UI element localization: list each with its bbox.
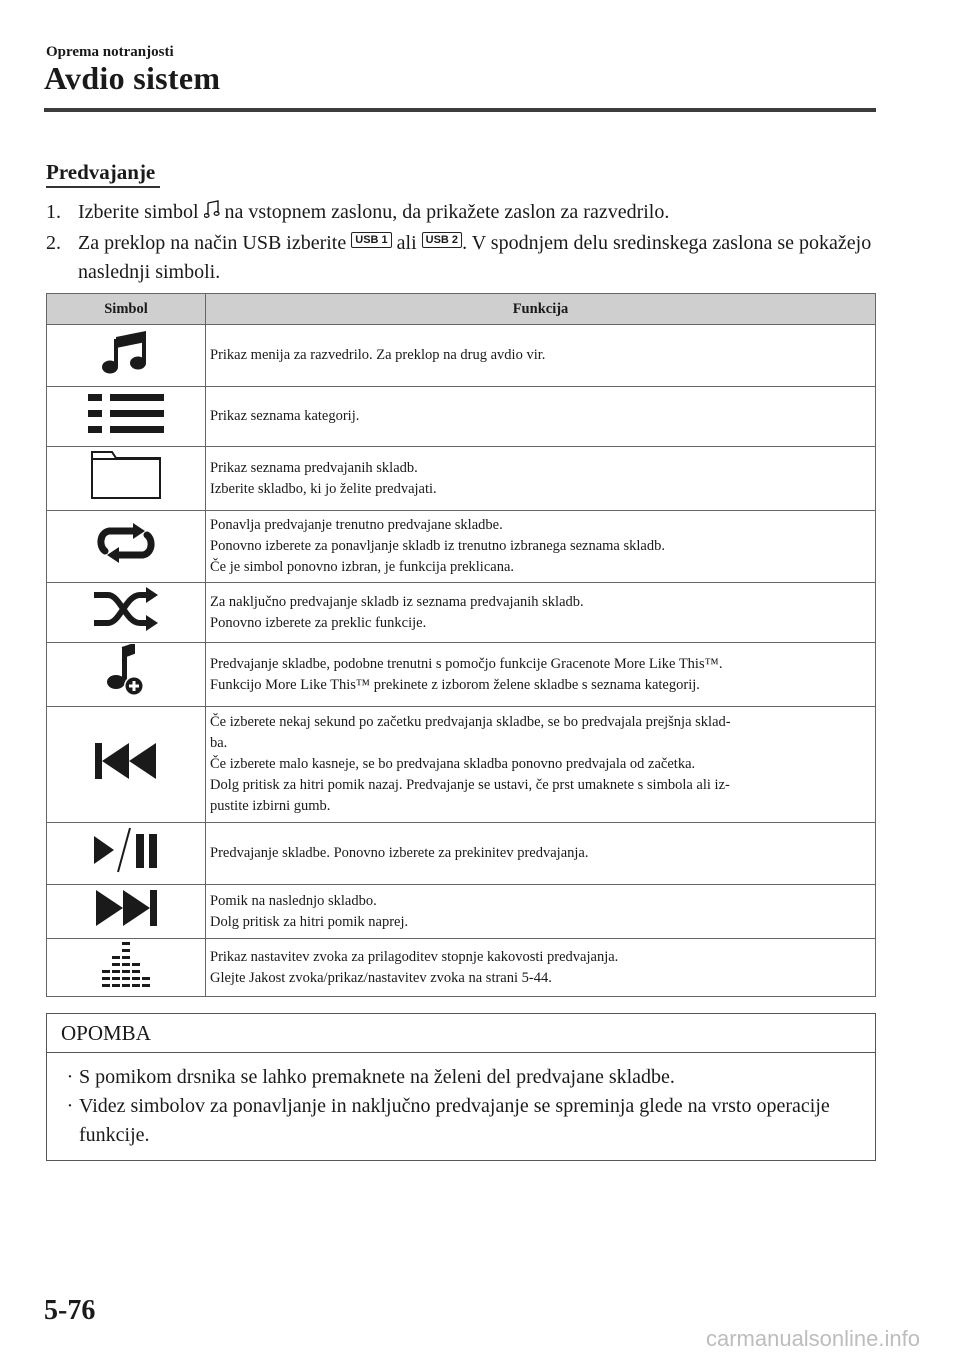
note-box [46, 1013, 876, 1161]
description-cell [206, 939, 876, 997]
music-note-icon [204, 200, 220, 229]
description-line: Predvajanje skladbe. Ponovno izberete za prekinitev predvajanja. [210, 845, 589, 861]
step-text-part: . V spodnjem delu sredinskega zaslona se pokažejo naslednji simboli. [78, 232, 872, 283]
description-cell [206, 447, 876, 511]
description-line: Prikaz seznama kategorij. [210, 408, 360, 424]
list-icon[interactable] [86, 390, 166, 436]
repeat-icon[interactable] [93, 521, 159, 565]
usb1-button[interactable]: USB 1 [351, 232, 391, 248]
previous-track-icon[interactable] [93, 741, 159, 781]
table-header-row [47, 294, 876, 325]
folder-icon[interactable] [90, 450, 162, 500]
description-line: Prikaz nastavitev zvoka za prilagoditev stopnje kakovosti predvajanja. [210, 948, 619, 965]
step-text-part: na vstopnem zaslonu, da prikažete zaslon za razvedrilo. [224, 201, 670, 223]
note-item-text: Videz simbolov za ponavljanje in naključno predvajanje se spreminja glede na vrsto operacije funkcije. [79, 1095, 830, 1146]
note-item [61, 1092, 861, 1150]
description-cell [206, 823, 876, 885]
table-row [47, 939, 876, 997]
description-line: Če izberete nekaj sekund po začetku predvajanja skladbe, se bo predvajala prejšnja sklad- [210, 714, 731, 730]
step-number: 1. [46, 201, 61, 223]
column-header-function: Funkcija [206, 294, 876, 325]
subheading: Predvajanje [46, 160, 156, 184]
table-row [47, 387, 876, 447]
description-line: Ponavlja predvajanje trenutno predvajane skladbe. [210, 517, 503, 533]
note-item [61, 1063, 861, 1092]
icon-cell [47, 823, 206, 885]
description-line: Če je simbol ponovno izbran, je funkcija preklicana. [210, 559, 515, 575]
music-note-icon[interactable] [100, 329, 152, 375]
bullet-dot: · [66, 1095, 74, 1117]
description-line: Ponovno izberete za ponavljanje skladb iz trenutno izbranega seznama skladb. [210, 538, 665, 554]
table-row [47, 885, 876, 939]
table-row [47, 583, 876, 643]
step-2 [46, 229, 876, 287]
step-text [78, 229, 876, 287]
icon-cell [47, 885, 206, 939]
table-row [47, 325, 876, 387]
description-line: ba. [210, 735, 228, 751]
usb2-button[interactable]: USB 2 [422, 232, 462, 248]
table-row [47, 707, 876, 823]
description-line: Dolg pritisk za hitri pomik naprej. [210, 913, 409, 930]
description-cell [206, 511, 876, 583]
icon-cell [47, 583, 206, 643]
bullet-dot: · [66, 1066, 74, 1088]
equalizer-icon[interactable] [98, 940, 154, 988]
description-line: Pomik na naslednjo skladbo. [210, 892, 377, 909]
section-label: Oprema notranjosti [46, 44, 174, 60]
description-line: Glejte Jakost zvoka/prikaz/nastavitev zvoka na strani 5-44. [210, 969, 552, 986]
step-text-part: ali [396, 232, 417, 254]
step-1 [46, 198, 876, 229]
page-number: 5-76 [44, 1295, 96, 1326]
note-title: OPOMBA [47, 1014, 875, 1053]
next-track-icon[interactable] [93, 888, 159, 928]
icon-cell [47, 325, 206, 387]
icon-cell [47, 447, 206, 511]
icon-cell [47, 511, 206, 583]
step-text-part: Za preklop na način USB izberite [78, 232, 347, 254]
icon-cell [47, 387, 206, 447]
description-line: Za naključno predvajanje skladb iz seznama predvajanih skladb. [210, 593, 584, 610]
description-line: Ponovno izberete za preklic funkcije. [210, 614, 427, 631]
step-number: 2. [46, 232, 61, 254]
column-header-symbol: Simbol [47, 294, 206, 325]
title-rule [44, 108, 876, 112]
description-cell [206, 387, 876, 447]
description-cell [206, 583, 876, 643]
description-line: Predvajanje skladbe, podobne trenutni s pomočjo funkcije Gracenote More Like This™. [210, 655, 723, 672]
page-title: Avdio sistem [44, 60, 221, 96]
note-item-text: S pomikom drsnika se lahko premaknete na želeni del predvajane skladbe. [79, 1066, 675, 1088]
steps-list [46, 198, 876, 287]
description-cell [206, 707, 876, 823]
icon-cell [47, 707, 206, 823]
description-line: Dolg pritisk za hitri pomik nazaj. Predvajanje se ustavi, če prst umaknete s simbola ali iz- [210, 777, 730, 793]
table-row [47, 643, 876, 707]
description-cell [206, 643, 876, 707]
description-line: Prikaz menija za razvedrilo. Za preklop na drug avdio vir. [210, 347, 546, 363]
table-row [47, 823, 876, 885]
note-body [47, 1053, 875, 1160]
icon-cell [47, 939, 206, 997]
subheading-rule [46, 186, 160, 188]
footer-watermark: carmanualsonline.info [705, 1326, 920, 1351]
description-line: Če izberete malo kasneje, se bo predvajana skladba ponovno predvajala od začetka. [210, 756, 696, 772]
table-row [47, 447, 876, 511]
play-pause-icon[interactable] [92, 826, 160, 874]
table-row [47, 511, 876, 583]
description-line: pustite izbirni gumb. [210, 798, 331, 814]
description-line: Prikaz seznama predvajanih skladb. [210, 459, 418, 476]
step-text-part: Izberite simbol [78, 201, 199, 223]
shuffle-icon[interactable] [90, 586, 162, 632]
note-plus-icon[interactable] [104, 644, 148, 698]
symbol-table [46, 293, 876, 997]
description-cell [206, 885, 876, 939]
step-text [78, 198, 876, 229]
icon-cell [47, 643, 206, 707]
description-line: Funkcijo More Like This™ prekinete z izborom želene skladbe s seznama kategorij. [210, 676, 700, 693]
description-line: Izberite skladbo, ki jo želite predvajati. [210, 480, 437, 497]
description-cell [206, 325, 876, 387]
